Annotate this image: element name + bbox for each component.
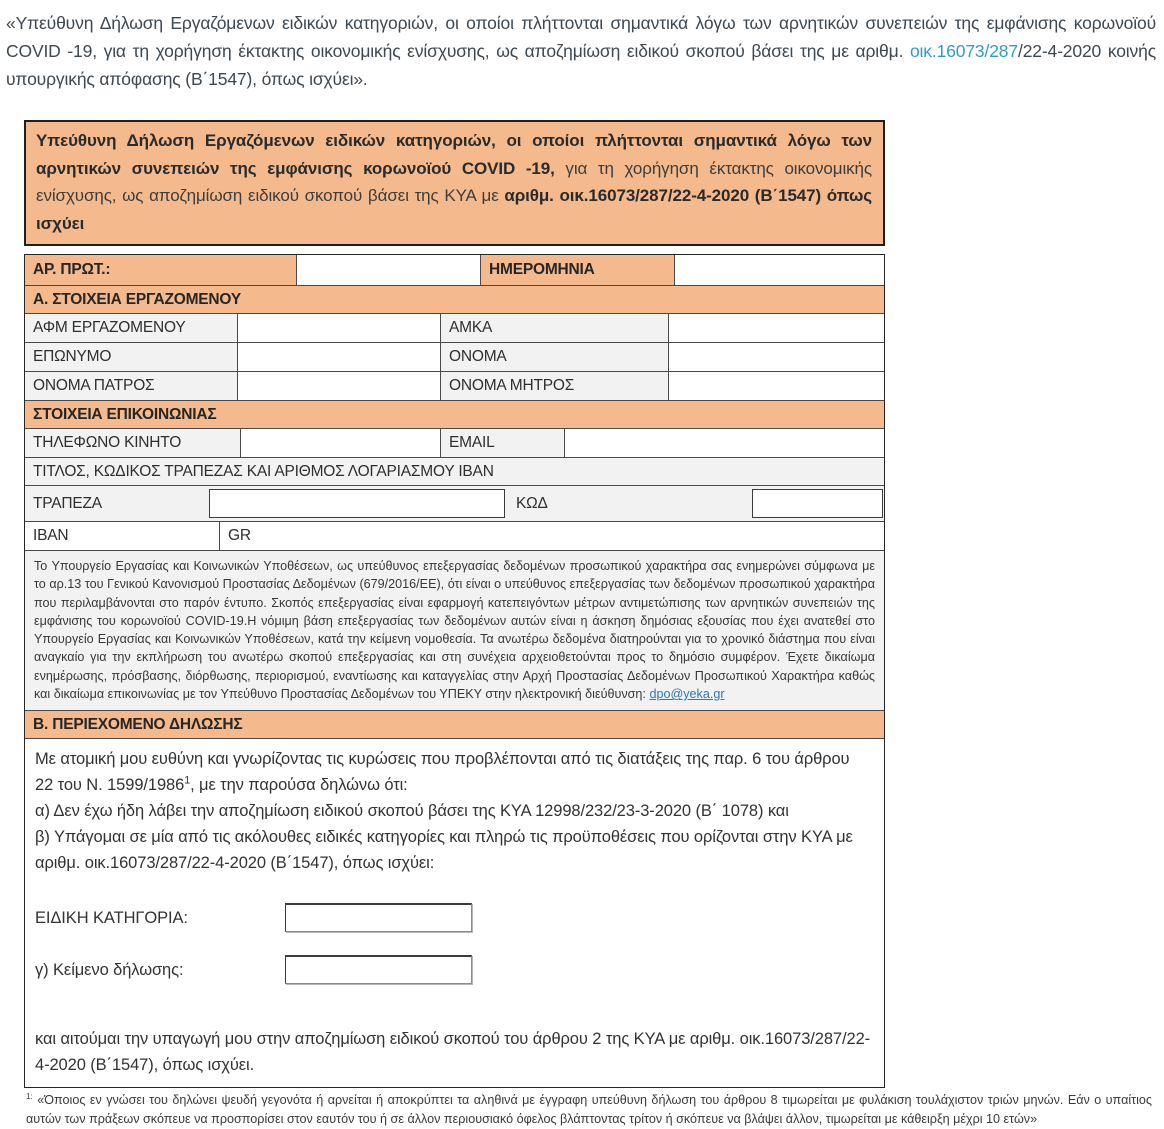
declaration-title-box: [24, 120, 885, 246]
declaration-text-label: γ) Κείμενο δήλωσης:: [35, 960, 184, 979]
declaration-text-field[interactable]: [285, 955, 472, 984]
title-segment-bold-1: Υπεύθυνη Δήλωση Εργαζόμενων ειδικών κατηγοριών, οι οποίοι πλήττονται σημαντικά λόγω των αρνητικών συνεπειών της εμφάνισης κορωνοϊού COVID -19,: [36, 131, 872, 178]
declaration-intro-text: Με ατομική μου ευθύνη και γνωρίζοντας τις κυρώσεις που προβλέπονται από τις διατάξεις της παρ. 6 του άρθρου 22 του Ν. 1599/1986: [35, 750, 850, 795]
declaration-form-table: [24, 254, 885, 1088]
afm-field[interactable]: [238, 314, 441, 342]
bank-code-field[interactable]: [752, 489, 883, 518]
declaration-intro: [35, 746, 872, 798]
footnote-reference-mark: 1: [184, 774, 191, 787]
iban-row: [25, 522, 884, 551]
decision-number-link[interactable]: οικ.16073/287: [909, 41, 1018, 61]
afm-label: ΑΦΜ ΕΡΓΑΖΟΜΕΝΟΥ: [25, 314, 238, 342]
dpo-email-link[interactable]: dpo@yeka.gr: [649, 687, 725, 702]
bank-code-label: ΚΩΔ: [516, 494, 548, 512]
declaration-content: [25, 739, 884, 1087]
surname-name-row: [25, 343, 884, 372]
declaration-item-b: β) Υπάγομαι σε μία από τις ακόλουθες ειδικές κατηγορίες και πληρώ τις προϋποθέσεις που ορίζονται στην ΚΥΑ με αριθμ. οικ.16073/287/22-4-2020 (Β΄1547), όπως ισχύει:: [35, 828, 853, 873]
intro-paragraph: [0, 0, 1164, 93]
gdpr-privacy-notice: [25, 551, 884, 711]
footnote-marker: 1:: [26, 1092, 33, 1102]
father-name-label: ΟΝΟΜΑ ΠΑΤΡΟΣ: [25, 372, 238, 400]
protocol-date-row: [25, 255, 884, 286]
mobile-phone-label: ΤΗΛΕΦΩΝΟ ΚΙΝΗΤΟ: [25, 429, 241, 457]
surname-label: ΕΠΩΝΥΜΟ: [25, 343, 238, 371]
intro-text-before: «Υπεύθυνη Δήλωση Εργαζόμενων ειδικών κατηγοριών, οι οποίοι πλήττονται σημαντικά λόγω των αρνητικών συνεπειών της εμφάνισης κορωνοϊού COVID -19, για τη χορήγηση έκτακτης οικονομικής ενίσχυσης, ως αποζημίωση ειδικού σκοπού βάσει της με αριθμ.: [6, 13, 1156, 61]
footnote-text: «Όποιος εν γνώσει του δηλώνει ψευδή γεγονότα ή αρνείται ή αποκρύπτει τα αληθινά με έγγραφη υπεύθυνη δήλωση του άρθρου 8 τιμωρείται με φυλάκιση τουλάχιστον τριών μηνών. Εάν ο υπαίτιος αυτών των πράξεων σκόπευε να προσπορίσει στον εαυτόν του ή σε άλλον περιουσιακό όφελος βλάπτοντας τρίτον ή σκόπευε να βλάψει άλλον, τιμωρείται με κάθειρξη μέχρι 10 ετών»: [26, 1093, 1152, 1127]
special-category-field[interactable]: [285, 903, 472, 932]
afm-amka-row: [25, 314, 884, 343]
date-label: ΗΜΕΡΟΜΗΝΙΑ: [481, 255, 675, 285]
legal-footnote: [26, 1091, 1152, 1129]
amka-field[interactable]: [669, 314, 884, 342]
bank-info-title: ΤΙΤΛΟΣ, ΚΩΔΙΚΟΣ ΤΡΑΠΕΖΑΣ ΚΑΙ ΑΡΙΘΜΟΣ ΛΟΓΑΡΙΑΣΜΟΥ IBAN: [25, 458, 884, 485]
declaration-intro-tail: , με την παρούσα δηλώνω ότι:: [190, 776, 408, 795]
email-field[interactable]: [565, 429, 884, 457]
section-a-header: [25, 286, 884, 314]
date-field[interactable]: [675, 255, 884, 285]
mother-name-field[interactable]: [669, 372, 884, 400]
bank-label: ΤΡΑΠΕΖΑ: [33, 494, 102, 512]
surname-field[interactable]: [238, 343, 441, 371]
declaration-text-row: [35, 955, 872, 984]
closing-statement: και αιτούμαι την υπαγωγή μου στην αποζημίωση ειδικού σκοπού του άρθρου 2 της ΚΥΑ με αριθμ. οικ.16073/287/22-4-2020 (Β΄1547), όπως ισχύει.: [35, 1030, 871, 1075]
protocol-number-label: ΑΡ. ΠΡΩΤ.:: [25, 255, 297, 285]
name-label: ΟΝΟΜΑ: [441, 343, 669, 371]
iban-field[interactable]: GR: [228, 527, 251, 544]
bank-name-field[interactable]: [209, 489, 505, 518]
section-a-title: Α. ΣΤΟΙΧΕΙΑ ΕΡΓΑΖΟΜΕΝΟΥ: [25, 286, 884, 313]
iban-label: IBAN: [25, 522, 220, 550]
contact-section-title: ΣΤΟΙΧΕΙΑ ΕΠΙΚΟΙΝΩΝΙΑΣ: [25, 401, 884, 428]
email-label: EMAIL: [441, 429, 565, 457]
declaration-item-a: α) Δεν έχω ήδη λάβει την αποζημίωση ειδικού σκοπού βάσει της ΚΥΑ 12998/232/23-3-2020 (Β΄ 1078) και: [35, 802, 789, 821]
intro-text-after: /22-4-2020 κοινής υπουργικής απόφασης (Β΄1547), όπως ισχύει».: [6, 41, 1156, 89]
mother-name-label: ΟΝΟΜΑ ΜΗΤΡΟΣ: [441, 372, 669, 400]
protocol-number-field[interactable]: [297, 255, 481, 285]
special-category-row: [35, 903, 872, 932]
mobile-phone-field[interactable]: [241, 429, 441, 457]
contact-section-header: [25, 401, 884, 429]
phone-email-row: [25, 429, 884, 458]
amka-label: ΑΜΚΑ: [441, 314, 669, 342]
special-category-label: ΕΙΔΙΚΗ ΚΑΤΗΓΟΡΙΑ:: [35, 908, 188, 927]
section-b-title: Β. ΠΕΡΙΕΧΟΜΕΝΟ ΔΗΛΩΣΗΣ: [25, 711, 884, 738]
section-b-header: [25, 711, 884, 739]
name-field[interactable]: [669, 343, 884, 371]
bank-code-row: [25, 486, 884, 522]
privacy-text: Το Υπουργείο Εργασίας και Κοινωνικών Υποθέσεων, ως υπεύθυνος επεξεργασίας δεδομένων προσωπικού χαρακτήρα σας ενημερώνει σύμφωνα με το αρ.13 του Γενικού Κανονισμού Προστασίας Δεδομένων (679/2016/ΕΕ), ότι είναι ο υπεύθυνος επεξεργασίας των δεδομένων προσωπικού χαρακτήρα που περιλαμβάνονται στο παρόν έντυπο. Σκοπός επεξεργασίας είναι εφαρμογή κατεπειγόντων μέτρων αντιμετώπισης των αρνητικών συνεπειών της εμφάνισης του κορωνοϊού COVID-19.Η νόμιμη βάση επεξεργασίας των δεδομένων αυτών είναι η άσκηση δημόσιας εξουσίας που έχει ανατεθεί στο Υπουργείο Εργασίας και Κοινωνικών Υποθέσεων, κατά την κείμενη νομοθεσία. Τα ανωτέρω δεδομένα διατηρούνται για το χρονικό διάστημα που είναι αναγκαίο για την εκπλήρωση του ανωτέρω σκοπού επεξεργασίας και στη συνέχεια αρχειοθετούνται προς το δημόσιο συμφέρον. Έχετε δικαίωμα ενημέρωσης, πρόσβασης, διόρθωσης, περιορισμού, εναντίωσης και καταγγελίας στην Αρχή Προστασίας Δεδομένων Προσωπικού Χαρακτήρα καθώς και δικαίωμα επικοινωνίας με τον Υπεύθυνο Προστασίας Δεδομένων του ΥΠΕΚΥ στην ηλεκτρονική διεύθυνση:: [34, 559, 875, 702]
parents-names-row: [25, 372, 884, 401]
father-name-field[interactable]: [238, 372, 441, 400]
bank-info-title-row: [25, 458, 884, 486]
title-segment-bold-2: αριθμ. οικ.16073/287/22-4-2020 (Β΄1547) όπως ισχύει: [36, 186, 873, 233]
title-segment-normal: για τη χορήγηση έκτακτης οικονομικής ενίσχυσης, ως αποζημίωση ειδικού σκοπού βάσει της ΚΥΑ με: [36, 158, 872, 205]
